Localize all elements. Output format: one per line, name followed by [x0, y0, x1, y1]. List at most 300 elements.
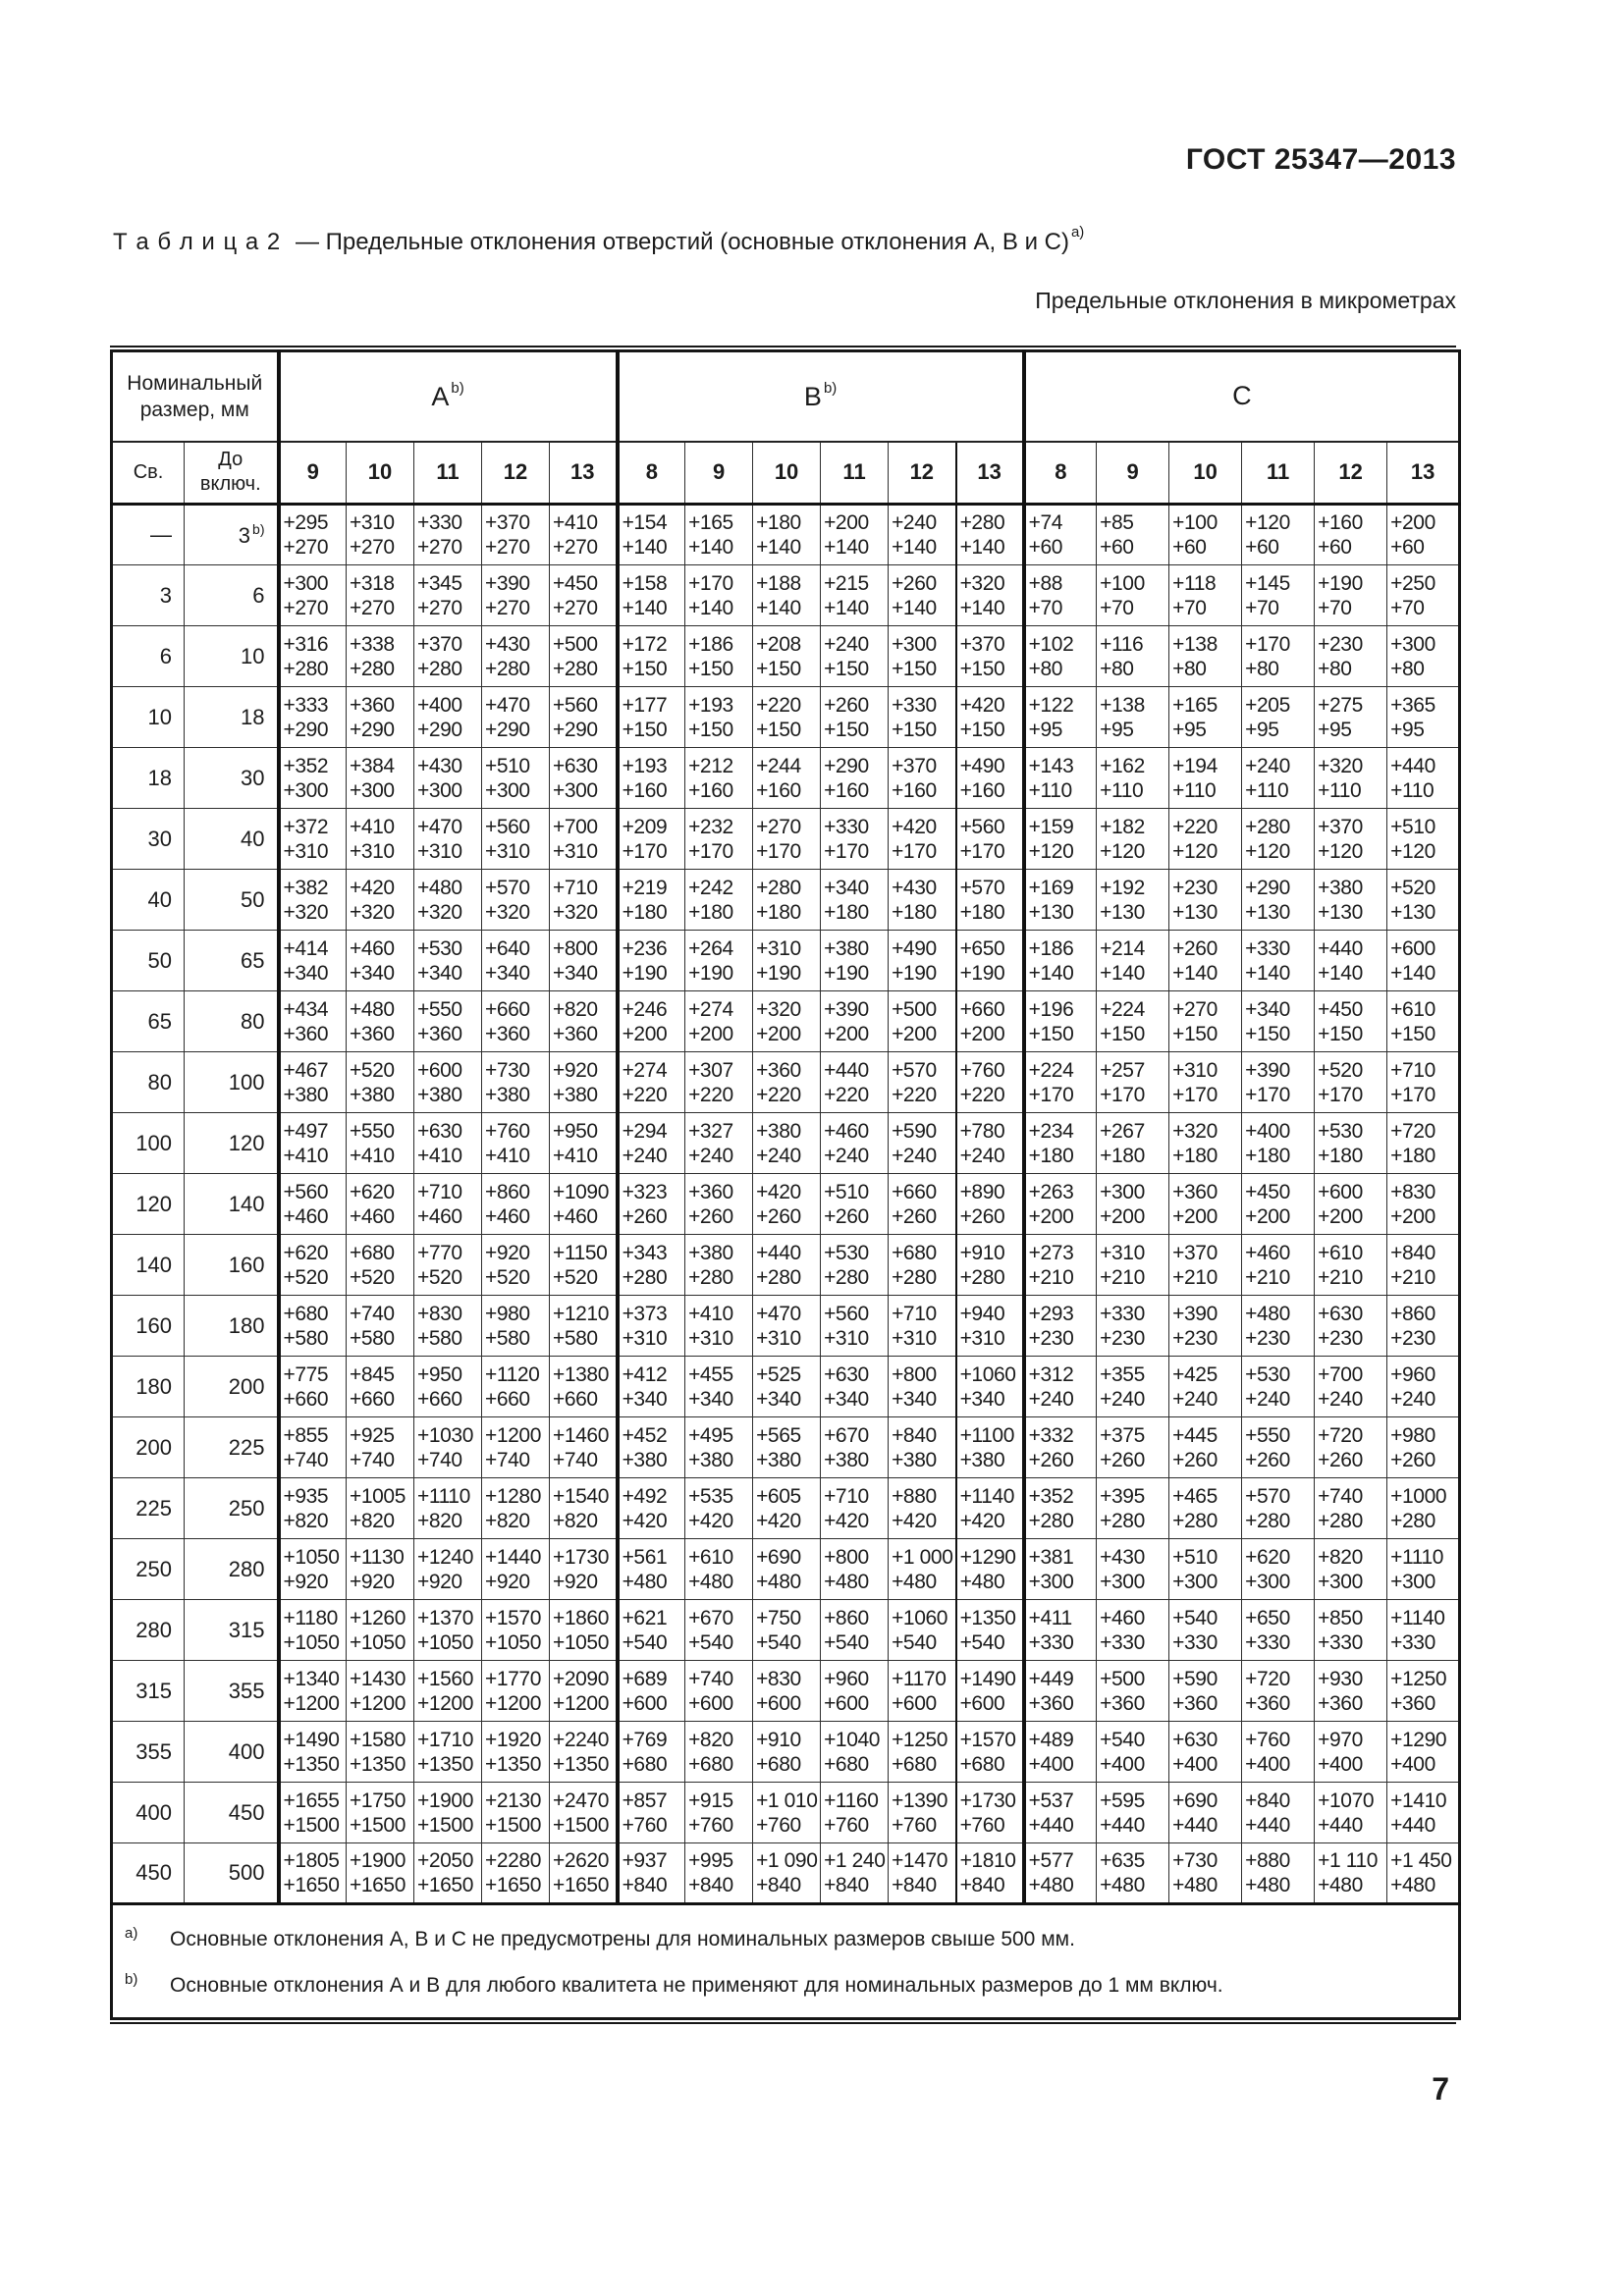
size-row	[112, 1113, 1460, 1174]
lower-deviation: +840	[824, 1874, 869, 1896]
upper-deviation: +310	[756, 936, 801, 960]
upper-deviation: +770	[417, 1241, 462, 1264]
upper-deviation: +2050	[417, 1849, 473, 1872]
footnote-b-text: Основные отклонения А и В для любого квалитета не применяют для номинальных размеров до 1 мм включ.	[170, 1974, 1223, 1997]
deviation-cell	[956, 1052, 1024, 1113]
deviation-cell	[279, 565, 347, 626]
lower-deviation: +460	[283, 1204, 329, 1228]
lower-deviation: +520	[283, 1265, 329, 1289]
lower-deviation: +260	[1172, 1448, 1218, 1471]
lower-deviation: +140	[622, 536, 668, 559]
lower-deviation: +440	[1172, 1813, 1218, 1837]
deviation-cell	[821, 991, 889, 1052]
upper-deviation: +260	[1172, 936, 1218, 960]
deviation-cell	[1024, 1539, 1097, 1600]
lower-deviation: +170	[1245, 1083, 1290, 1106]
deviation-cell	[1387, 991, 1460, 1052]
deviation-cell	[889, 1235, 956, 1296]
lower-deviation: +230	[1028, 1326, 1074, 1350]
lower-deviation: +180	[622, 900, 668, 924]
lower-deviation: +400	[1028, 1752, 1074, 1776]
deviation-cell	[1387, 505, 1460, 565]
upper-deviation: +440	[756, 1241, 801, 1264]
upper-deviation: +1770	[485, 1667, 541, 1690]
deviation-cell	[1097, 1296, 1169, 1357]
upper-deviation: +420	[892, 815, 937, 838]
lower-deviation: +1350	[283, 1752, 340, 1776]
lower-deviation: +95	[1390, 718, 1425, 741]
deviation-cell	[1315, 1843, 1387, 1904]
deviation-cell	[414, 1478, 482, 1539]
upper-deviation: +510	[485, 754, 530, 777]
lower-deviation: +150	[824, 657, 869, 680]
deviation-cell	[347, 1722, 414, 1783]
deviation-cell	[1315, 1296, 1387, 1357]
lower-deviation: +400	[1245, 1752, 1290, 1776]
deviation-cell	[347, 991, 414, 1052]
lower-deviation: +480	[1100, 1874, 1145, 1896]
upper-deviation: +290	[1245, 876, 1290, 899]
deviation-cell	[889, 505, 956, 565]
upper-deviation: +635	[1100, 1849, 1145, 1872]
deviation-cell	[1387, 1357, 1460, 1417]
quality-col-header: 11	[414, 442, 482, 505]
lower-deviation: +360	[1028, 1691, 1074, 1715]
deviation-cell	[821, 931, 889, 991]
quality-col-header: 13	[550, 442, 618, 505]
deviation-cell	[347, 1235, 414, 1296]
deviation-cell	[1315, 626, 1387, 687]
upper-deviation: +410	[553, 511, 598, 534]
upper-deviation: +370	[1318, 815, 1363, 838]
upper-deviation: +300	[1100, 1180, 1145, 1203]
deviation-cell	[889, 1600, 956, 1661]
deviation-cell	[482, 1235, 550, 1296]
deviation-cell	[685, 505, 753, 565]
lower-deviation: +600	[892, 1691, 937, 1715]
size-over-value: 50	[112, 931, 185, 991]
upper-deviation: +535	[688, 1484, 733, 1508]
size-upto-cell	[185, 1417, 279, 1478]
upper-deviation: +172	[622, 632, 668, 656]
upper-deviation: +650	[959, 936, 1005, 960]
deviation-cell	[482, 565, 550, 626]
lower-deviation: +210	[1318, 1265, 1363, 1289]
deviation-cell	[279, 1235, 347, 1296]
size-upto-cell	[185, 748, 279, 809]
deviation-cell	[414, 1539, 482, 1600]
deviation-cell	[414, 1357, 482, 1417]
lower-deviation: +110	[1100, 778, 1144, 802]
upper-deviation: +460	[1100, 1606, 1145, 1629]
deviation-cell	[482, 1417, 550, 1478]
lower-deviation: +320	[417, 900, 462, 924]
lower-deviation: +230	[1390, 1326, 1435, 1350]
upper-deviation: +845	[350, 1362, 395, 1386]
lower-deviation: +130	[1390, 900, 1435, 924]
deviation-cell	[889, 870, 956, 931]
lower-deviation: +740	[350, 1448, 395, 1471]
lower-deviation: +210	[1390, 1265, 1435, 1289]
deviation-cell	[889, 1113, 956, 1174]
upper-deviation: +280	[1245, 815, 1290, 838]
upper-deviation: +910	[959, 1241, 1005, 1264]
lower-deviation: +200	[1318, 1204, 1363, 1228]
quality-header-row	[112, 442, 1460, 505]
size-row	[112, 1600, 1460, 1661]
lower-deviation: +220	[892, 1083, 937, 1106]
lower-deviation: +160	[959, 778, 1005, 802]
deviation-cell	[685, 1661, 753, 1722]
lower-deviation: +220	[824, 1083, 869, 1106]
lower-deviation: +580	[553, 1326, 598, 1350]
lower-deviation: +1050	[283, 1630, 340, 1654]
upper-deviation: +116	[1100, 632, 1144, 656]
deviation-cell	[618, 1174, 685, 1235]
size-upto-value: 120	[228, 1130, 265, 1155]
upper-deviation: +370	[417, 632, 462, 656]
lower-deviation: +170	[1028, 1083, 1074, 1106]
deviation-cell	[618, 1296, 685, 1357]
upper-deviation: +1140	[1390, 1606, 1445, 1629]
upper-deviation: +257	[1100, 1058, 1145, 1082]
deviation-cell	[550, 1722, 618, 1783]
deviation-cell	[1097, 1783, 1169, 1843]
size-upto-cell	[185, 687, 279, 748]
lower-deviation: +160	[756, 778, 801, 802]
size-over-value: 100	[112, 1113, 185, 1174]
upper-deviation: +740	[688, 1667, 733, 1690]
deviation-cell	[414, 1174, 482, 1235]
lower-deviation: +360	[553, 1022, 598, 1045]
lower-deviation: +380	[959, 1448, 1005, 1471]
lower-deviation: +150	[1245, 1022, 1290, 1045]
deviation-cell	[1169, 809, 1242, 870]
upper-deviation: +145	[1245, 571, 1290, 595]
deviation-cell	[956, 687, 1024, 748]
upper-deviation: +1860	[553, 1606, 609, 1629]
upper-deviation: +1340	[283, 1667, 340, 1690]
deviation-cell	[685, 1417, 753, 1478]
lower-deviation: +1050	[417, 1630, 473, 1654]
upper-deviation: +1000	[1390, 1484, 1447, 1508]
lower-deviation: +580	[350, 1326, 395, 1350]
lower-deviation: +170	[622, 839, 668, 863]
upper-deviation: +2130	[485, 1789, 541, 1812]
upper-deviation: +1900	[417, 1789, 473, 1812]
size-over-value: 315	[112, 1661, 185, 1722]
lower-deviation: +170	[892, 839, 937, 863]
deviation-cell	[889, 1478, 956, 1539]
size-upto-value: 100	[228, 1069, 265, 1095]
lower-deviation: +80	[1172, 657, 1207, 680]
lower-deviation: +80	[1100, 657, 1134, 680]
upper-deviation: +1540	[553, 1484, 609, 1508]
deviation-cell	[821, 1600, 889, 1661]
deviation-cell	[482, 809, 550, 870]
deviation-cell	[347, 1600, 414, 1661]
table-caption-text: — Предельные отклонения отверстий (основные отклонения А, В и С)	[295, 229, 1069, 255]
deviation-cell	[550, 1357, 618, 1417]
upper-deviation: +710	[553, 876, 598, 899]
upper-deviation: +1390	[892, 1789, 948, 1812]
lower-deviation: +310	[756, 1326, 801, 1350]
lower-deviation: +1500	[283, 1813, 340, 1837]
lower-deviation: +70	[1245, 596, 1279, 619]
upper-deviation: +2620	[553, 1849, 609, 1872]
deviation-cell	[1387, 1600, 1460, 1661]
deviation-cell	[889, 1539, 956, 1600]
lower-deviation: +340	[283, 961, 329, 985]
lower-deviation: +120	[1028, 839, 1074, 863]
deviation-cell	[889, 565, 956, 626]
deviation-cell	[821, 1357, 889, 1417]
deviation-cell	[1024, 505, 1097, 565]
deviation-cell	[482, 1539, 550, 1600]
size-upto-cell	[185, 1052, 279, 1113]
deviation-cell	[1097, 565, 1169, 626]
lower-deviation: +310	[417, 839, 462, 863]
lower-deviation: +310	[283, 839, 329, 863]
lower-deviation: +660	[283, 1387, 329, 1411]
size-upto-cell	[185, 1478, 279, 1539]
deviation-cell	[1024, 991, 1097, 1052]
size-over-value: 65	[112, 991, 185, 1052]
lower-deviation: +1650	[350, 1874, 406, 1896]
upper-deviation: +620	[1245, 1545, 1290, 1569]
lower-deviation: +1650	[417, 1874, 473, 1896]
upper-deviation: +340	[1245, 997, 1290, 1021]
lower-deviation: +200	[756, 1022, 801, 1045]
lower-deviation: +170	[1100, 1083, 1145, 1106]
lower-deviation: +260	[1100, 1448, 1145, 1471]
upper-deviation: +510	[1390, 815, 1435, 838]
deviation-cell	[1315, 1052, 1387, 1113]
size-row	[112, 1783, 1460, 1843]
deviation-cell	[956, 1174, 1024, 1235]
deviation-cell	[414, 626, 482, 687]
upper-deviation: +775	[283, 1362, 329, 1386]
upper-deviation: +860	[1390, 1302, 1435, 1325]
deviation-cell	[1024, 1478, 1097, 1539]
size-upto-value: 315	[228, 1617, 265, 1642]
size-upto-value: 140	[228, 1191, 265, 1216]
lower-deviation: +150	[1100, 1022, 1145, 1045]
lower-deviation: +480	[959, 1570, 1005, 1593]
lower-deviation: +140	[1172, 961, 1218, 985]
upper-deviation: +480	[1245, 1302, 1290, 1325]
deviation-cell	[685, 1783, 753, 1843]
upper-deviation: +570	[1245, 1484, 1290, 1508]
lower-deviation: +300	[1318, 1570, 1363, 1593]
deviation-cell	[482, 687, 550, 748]
lower-deviation: +120	[1318, 839, 1363, 863]
upper-deviation: +720	[1390, 1119, 1435, 1143]
upper-deviation: +430	[417, 754, 462, 777]
size-row	[112, 1478, 1460, 1539]
deviation-cell	[279, 1722, 347, 1783]
deviation-cell	[889, 1052, 956, 1113]
upper-deviation: +740	[1318, 1484, 1363, 1508]
lower-deviation: +920	[485, 1570, 530, 1593]
nominal-size-header: Номинальный размер, мм	[112, 351, 279, 442]
upper-deviation: +138	[1100, 693, 1145, 717]
lower-deviation: +400	[1172, 1752, 1218, 1776]
lower-deviation: +580	[485, 1326, 530, 1350]
deviation-cell	[618, 1783, 685, 1843]
size-upto-value: 225	[228, 1434, 265, 1460]
lower-deviation: +340	[485, 961, 530, 985]
size-upto-value: 50	[241, 886, 265, 912]
lower-deviation: +150	[1318, 1022, 1363, 1045]
size-row	[112, 931, 1460, 991]
deviation-cell	[618, 809, 685, 870]
lower-deviation: +240	[756, 1144, 801, 1167]
upper-deviation: +470	[756, 1302, 801, 1325]
lower-deviation: +260	[1028, 1448, 1074, 1471]
lower-deviation: +130	[1100, 900, 1145, 924]
upper-deviation: +605	[756, 1484, 801, 1508]
size-over-value: 10	[112, 687, 185, 748]
deviation-cell	[889, 1296, 956, 1357]
deviation-cell	[550, 1296, 618, 1357]
upper-deviation: +1580	[350, 1728, 406, 1751]
deviation-cell	[685, 991, 753, 1052]
upper-deviation: +345	[417, 571, 462, 595]
deviation-cell	[1315, 1357, 1387, 1417]
lower-deviation: +230	[1172, 1326, 1218, 1350]
deviation-cell	[1024, 565, 1097, 626]
deviation-cell	[753, 748, 821, 809]
deviation-cell	[821, 1722, 889, 1783]
upper-deviation: +220	[1172, 815, 1218, 838]
lower-deviation: +140	[756, 596, 801, 619]
deviation-cell	[1387, 931, 1460, 991]
upper-deviation: +196	[1028, 997, 1074, 1021]
upper-deviation: +280	[959, 511, 1005, 534]
upper-deviation: +620	[350, 1180, 395, 1203]
size-over-value: 160	[112, 1296, 185, 1357]
deviation-cell	[956, 1296, 1024, 1357]
size-over-value: 250	[112, 1539, 185, 1600]
lower-deviation: +360	[1318, 1691, 1363, 1715]
lower-deviation: +180	[1245, 1144, 1290, 1167]
lower-deviation: +600	[622, 1691, 668, 1715]
upper-deviation: +800	[824, 1545, 869, 1569]
deviation-cell	[1387, 565, 1460, 626]
size-upto-value: 80	[241, 1008, 265, 1034]
deviation-cell	[414, 1296, 482, 1357]
size-upto-cell	[185, 565, 279, 626]
upper-deviation: +600	[1318, 1180, 1363, 1203]
lower-deviation: +160	[892, 778, 937, 802]
lower-deviation: +300	[1028, 1570, 1074, 1593]
upper-deviation: +550	[417, 997, 462, 1021]
deviation-cell	[1242, 1843, 1315, 1904]
deviation-cell	[618, 565, 685, 626]
deviation-cell	[956, 748, 1024, 809]
deviation-cell	[618, 1052, 685, 1113]
upper-deviation: +310	[1172, 1058, 1218, 1082]
lower-deviation: +170	[1390, 1083, 1435, 1106]
upper-deviation: +1370	[417, 1606, 473, 1629]
lower-deviation: +140	[1245, 961, 1290, 985]
size-upto-value: 40	[241, 826, 265, 851]
lower-deviation: +280	[959, 1265, 1005, 1289]
size-over-value: 280	[112, 1600, 185, 1661]
upper-deviation: +1 000	[892, 1545, 953, 1569]
deviation-cell	[482, 1843, 550, 1904]
deviation-cell	[753, 1174, 821, 1235]
lower-deviation: +210	[1245, 1265, 1290, 1289]
upper-deviation: +318	[350, 571, 395, 595]
deviation-cell	[1387, 1843, 1460, 1904]
quality-col-header: 9	[279, 442, 347, 505]
upper-deviation: +182	[1100, 815, 1145, 838]
upper-deviation: +455	[688, 1362, 733, 1386]
upper-deviation: +180	[756, 511, 801, 534]
upper-deviation: +192	[1100, 876, 1145, 899]
upper-deviation: +100	[1172, 511, 1218, 534]
lower-deviation: +130	[1245, 900, 1290, 924]
quality-col-header: 9	[685, 442, 753, 505]
upper-deviation: +400	[1245, 1119, 1290, 1143]
upper-deviation: +750	[756, 1606, 801, 1629]
deviation-cell	[1315, 748, 1387, 809]
deviation-cell	[1315, 1174, 1387, 1235]
size-over-value: 6	[112, 626, 185, 687]
upper-deviation: +560	[553, 693, 598, 717]
lower-deviation: +600	[756, 1691, 801, 1715]
deviation-cell	[889, 1783, 956, 1843]
upper-deviation: +355	[1100, 1362, 1145, 1386]
size-over-value: 400	[112, 1783, 185, 1843]
upper-deviation: +510	[824, 1180, 869, 1203]
size-over-value: 140	[112, 1235, 185, 1296]
deviation-cell	[889, 748, 956, 809]
upper-deviation: +165	[688, 511, 733, 534]
lower-deviation: +440	[1390, 1813, 1435, 1837]
upper-deviation: +1710	[417, 1728, 473, 1751]
lower-deviation: +340	[756, 1387, 801, 1411]
upper-deviation: +310	[1100, 1241, 1145, 1264]
deviation-cell	[889, 991, 956, 1052]
deviation-cell	[1242, 687, 1315, 748]
deviation-cell	[956, 1478, 1024, 1539]
deviation-cell	[1242, 1539, 1315, 1600]
lower-deviation: +400	[1390, 1752, 1435, 1776]
size-upto-value: 65	[241, 947, 265, 973]
lower-deviation: +200	[622, 1022, 668, 1045]
lower-deviation: +210	[1028, 1265, 1074, 1289]
upper-deviation: +236	[622, 936, 668, 960]
deviation-cell	[753, 931, 821, 991]
lower-deviation: +280	[1390, 1509, 1435, 1532]
lower-deviation: +180	[1172, 1144, 1218, 1167]
lower-deviation: +300	[350, 778, 395, 802]
upper-deviation: +327	[688, 1119, 733, 1143]
upper-deviation: +1120	[485, 1362, 540, 1386]
lower-deviation: +270	[553, 536, 598, 559]
deviation-cell	[347, 1296, 414, 1357]
upper-deviation: +660	[959, 997, 1005, 1021]
deviation-cell	[279, 1052, 347, 1113]
deviation-cell	[1242, 1417, 1315, 1478]
lower-deviation: +160	[622, 778, 668, 802]
quality-col-header: 10	[753, 442, 821, 505]
upper-deviation: +495	[688, 1423, 733, 1447]
upper-deviation: +520	[1390, 876, 1435, 899]
